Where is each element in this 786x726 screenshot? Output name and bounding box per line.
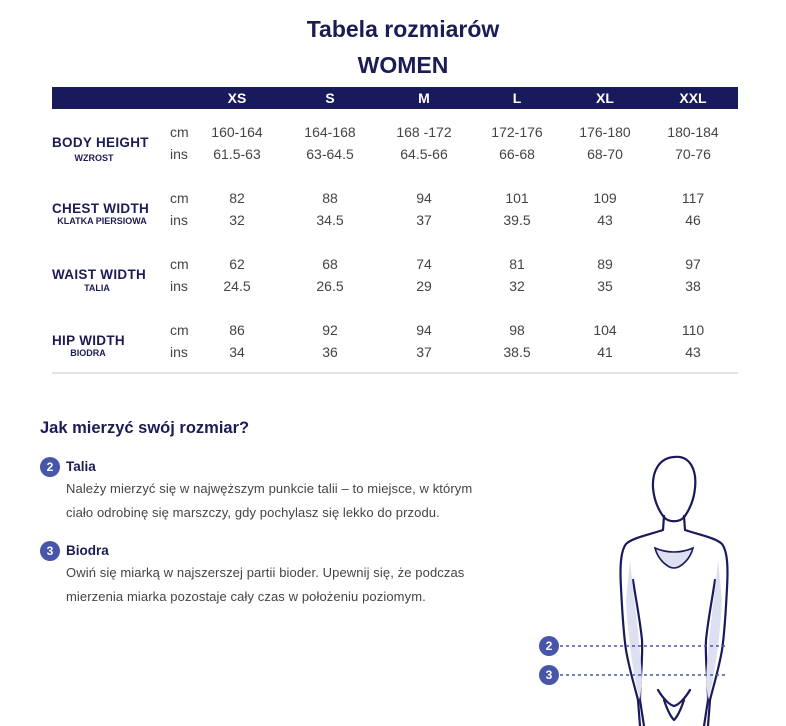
size-header: XS: [227, 90, 247, 106]
unit-ins: ins: [170, 146, 188, 162]
table-cell: 81: [509, 256, 525, 272]
table-cell: 35: [597, 278, 613, 294]
step-description-line: Należy mierzyć się w najwęższym punkcie talii – to miejsce, w którym: [66, 481, 473, 496]
table-cell: 34: [229, 344, 245, 360]
size-header: L: [512, 90, 522, 106]
table-cell: 37: [416, 212, 432, 228]
size-header: XXL: [679, 90, 707, 106]
table-cell: 34.5: [316, 212, 344, 228]
table-cell: 104: [593, 322, 617, 338]
table-cell: 109: [593, 190, 617, 206]
measure-label-height: BODY HEIGHT: [52, 135, 149, 150]
table-cell: 29: [416, 278, 432, 294]
measure-sublabel-height: WZROST: [74, 153, 114, 163]
table-cell: 88: [322, 190, 338, 206]
step-title-waist: Talia: [66, 459, 96, 474]
step-description-line: ciało odrobinę się marszczy, gdy pochylasz się lekko do przodu.: [66, 505, 440, 520]
size-header: M: [418, 90, 430, 106]
step-number-badge: 2: [40, 457, 60, 477]
table-cell: 24.5: [223, 278, 251, 294]
table-cell: 172-176: [491, 124, 543, 140]
table-cell: 63-64.5: [306, 146, 354, 162]
figure-waist-marker: 2: [539, 636, 559, 656]
unit-ins: ins: [170, 344, 188, 360]
table-cell: 36: [322, 344, 338, 360]
table-cell: 117: [681, 190, 705, 206]
table-cell: 160-164: [211, 124, 263, 140]
table-cell: 38: [685, 278, 701, 294]
table-cell: 94: [416, 190, 432, 206]
table-cell: 176-180: [579, 124, 631, 140]
table-cell: 110: [681, 322, 705, 338]
measure-sublabel-chest: KLATKA PIERSIOWA: [57, 216, 147, 226]
table-cell: 98: [509, 322, 525, 338]
table-cell: 82: [229, 190, 245, 206]
table-cell: 74: [416, 256, 432, 272]
measure-sublabel-waist: TALIA: [84, 283, 110, 293]
measure-label-waist: WAIST WIDTH: [52, 267, 147, 282]
table-cell: 39.5: [503, 212, 531, 228]
table-cell: 101: [505, 190, 529, 206]
table-cell: 41: [597, 344, 613, 360]
unit-cm: cm: [170, 190, 189, 206]
table-cell: 180-184: [667, 124, 719, 140]
table-cell: 168 -172: [396, 124, 452, 140]
table-cell: 97: [685, 256, 701, 272]
unit-cm: cm: [170, 322, 189, 338]
unit-cm: cm: [170, 124, 189, 140]
table-cell: 46: [685, 212, 701, 228]
table-cell: 61.5-63: [213, 146, 261, 162]
measure-label-chest: CHEST WIDTH: [52, 201, 150, 216]
table-cell: 26.5: [316, 278, 344, 294]
unit-ins: ins: [170, 212, 188, 228]
step-number-badge: 3: [40, 541, 60, 561]
table-cell: 32: [509, 278, 525, 294]
step-title-hips: Biodra: [66, 543, 109, 558]
guide-heading: Jak mierzyć swój rozmiar?: [40, 419, 250, 437]
table-cell: 86: [229, 322, 245, 338]
unit-cm: cm: [170, 256, 189, 272]
table-cell: 70-76: [675, 146, 711, 162]
table-cell: 43: [685, 344, 701, 360]
table-cell: 32: [229, 212, 245, 228]
step-description-line: mierzenia miarka pozostaje cały czas w położeniu poziomym.: [66, 589, 426, 604]
table-cell: 66-68: [499, 146, 535, 162]
table-cell: 62: [229, 256, 245, 272]
table-cell: 68-70: [587, 146, 623, 162]
step-description-line: Owiń się miarką w najszerszej partii bioder. Upewnij się, że podczas: [66, 565, 465, 580]
size-header: XL: [596, 90, 614, 106]
table-cell: 68: [322, 256, 338, 272]
size-header: S: [325, 90, 335, 106]
table-cell: 43: [597, 212, 613, 228]
table-cell: 164-168: [304, 124, 356, 140]
page-title: Tabela rozmiarów: [306, 16, 500, 42]
figure-hip-marker: 3: [539, 665, 559, 685]
table-cell: 92: [322, 322, 338, 338]
table-cell: 94: [416, 322, 432, 338]
measure-sublabel-hip: BIODRA: [70, 348, 106, 358]
table-cell: 89: [597, 256, 613, 272]
measure-label-hip: HIP WIDTH: [52, 333, 125, 348]
unit-ins: ins: [170, 278, 188, 294]
table-cell: 38.5: [503, 344, 531, 360]
table-cell: 64.5-66: [400, 146, 448, 162]
page-subtitle: WOMEN: [357, 52, 449, 78]
table-cell: 37: [416, 344, 432, 360]
